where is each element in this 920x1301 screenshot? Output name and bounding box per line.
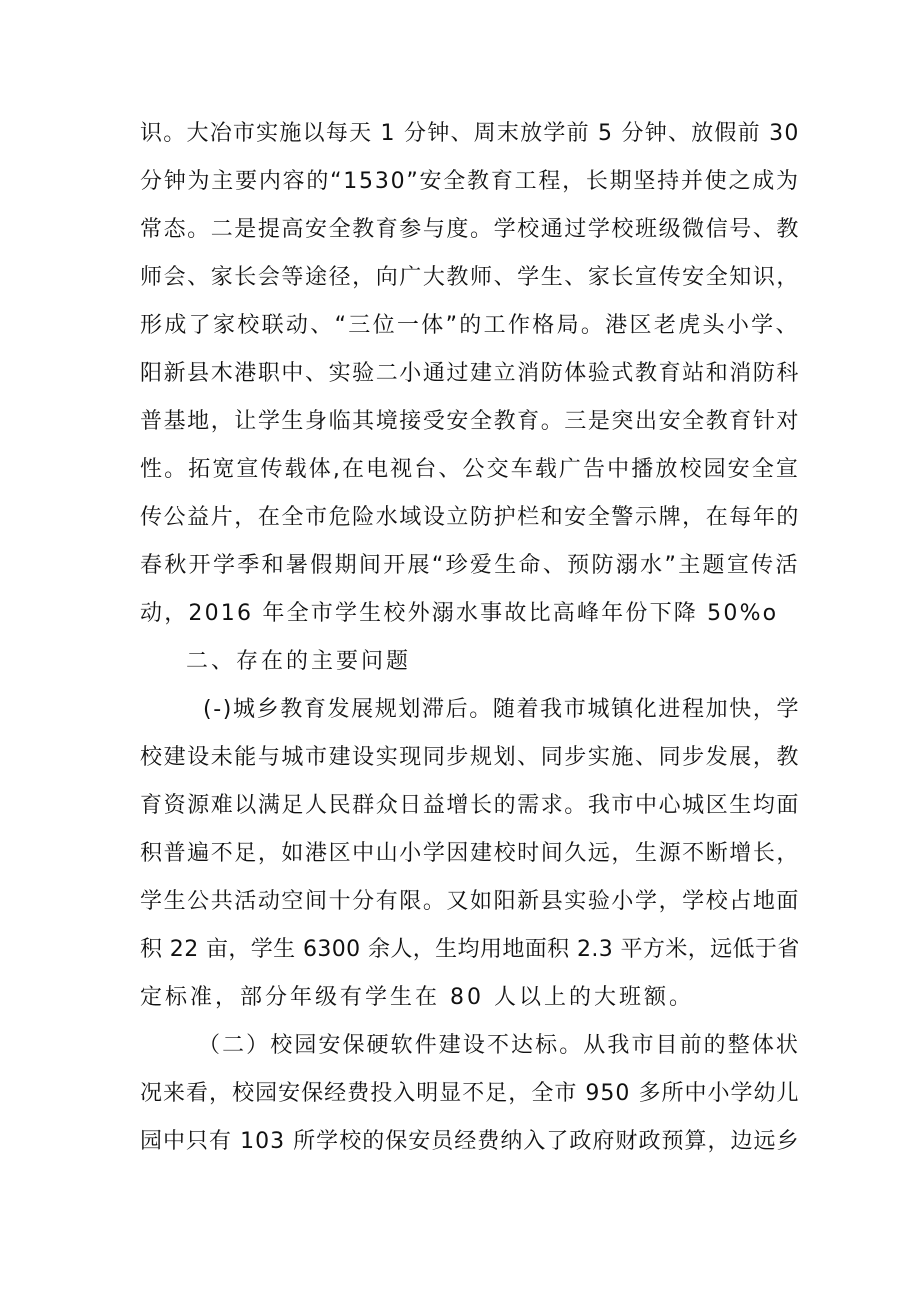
text-line: 形成了家校联动、“三位一体”的工作格局。港区老虎头小学、	[140, 313, 800, 338]
section-title: 二、存在的主要问题	[186, 649, 412, 674]
text-line: 分钟为主要内容的“1530”安全教育工程，长期坚持并使之成为	[140, 169, 800, 194]
text-line: 园中只有 103 所学校的保安员经费纳入了政府财政预算，边远乡	[140, 1129, 800, 1154]
text-line: 阳新县木港职中、实验二小通过建立消防体验式教育站和消防科	[140, 361, 801, 386]
text-line: 传公益片，在全市危险水域设立防护栏和安全警示牌，在每年的	[140, 505, 801, 530]
text-line: 校建设未能与城市建设实现同步规划、同步实施、同步发展，教	[140, 745, 801, 770]
text-line: 动，2016 年全市学生校外溺水事故比高峰年份下降 50%o	[140, 601, 779, 626]
text-line: （二）校园安保硬软件建设不达标。从我市目前的整体状	[198, 1033, 801, 1058]
text-line: 师会、家长会等途径，向广大教师、学生、家长宣传安全知识，	[140, 265, 801, 290]
text-line: 积 22 亩，学生 6300 余人，生均用地面积 2.3 平方米，远低于省	[140, 937, 800, 962]
text-line: 性。拓宽宣传载体,在电视台、公交车载广告中播放校园安全宣	[140, 457, 800, 482]
text-line: (-)城乡教育发展规划滞后。随着我市城镇化进程加快，学	[203, 697, 801, 722]
text-line: 普基地，让学生身临其境接受安全教育。三是突出安全教育针对	[140, 409, 801, 434]
text-line: 定标准，部分年级有学生在 80 人以上的大班额。	[140, 985, 694, 1010]
text-line: 识。大冶市实施以每天 1 分钟、周末放学前 5 分钟、放假前 30	[140, 121, 800, 146]
text-line: 况来看，校园安保经费投入明显不足，全市 950 多所中小学幼儿	[140, 1081, 800, 1106]
text-line: 常态。二是提高安全教育参与度。学校通过学校班级微信号、教	[140, 217, 801, 242]
text-line: 春秋开学季和暑假期间开展“珍爱生命、预防溺水”主题宣传活	[140, 553, 800, 578]
text-line: 学生公共活动空间十分有限。又如阳新县实验小学，学校占地面	[140, 889, 801, 914]
text-line: 积普遍不足，如港区中山小学因建校时间久远，生源不断增长，	[140, 841, 801, 866]
text-line: 育资源难以满足人民群众日益增长的需求。我市中心城区生均面	[140, 793, 801, 818]
